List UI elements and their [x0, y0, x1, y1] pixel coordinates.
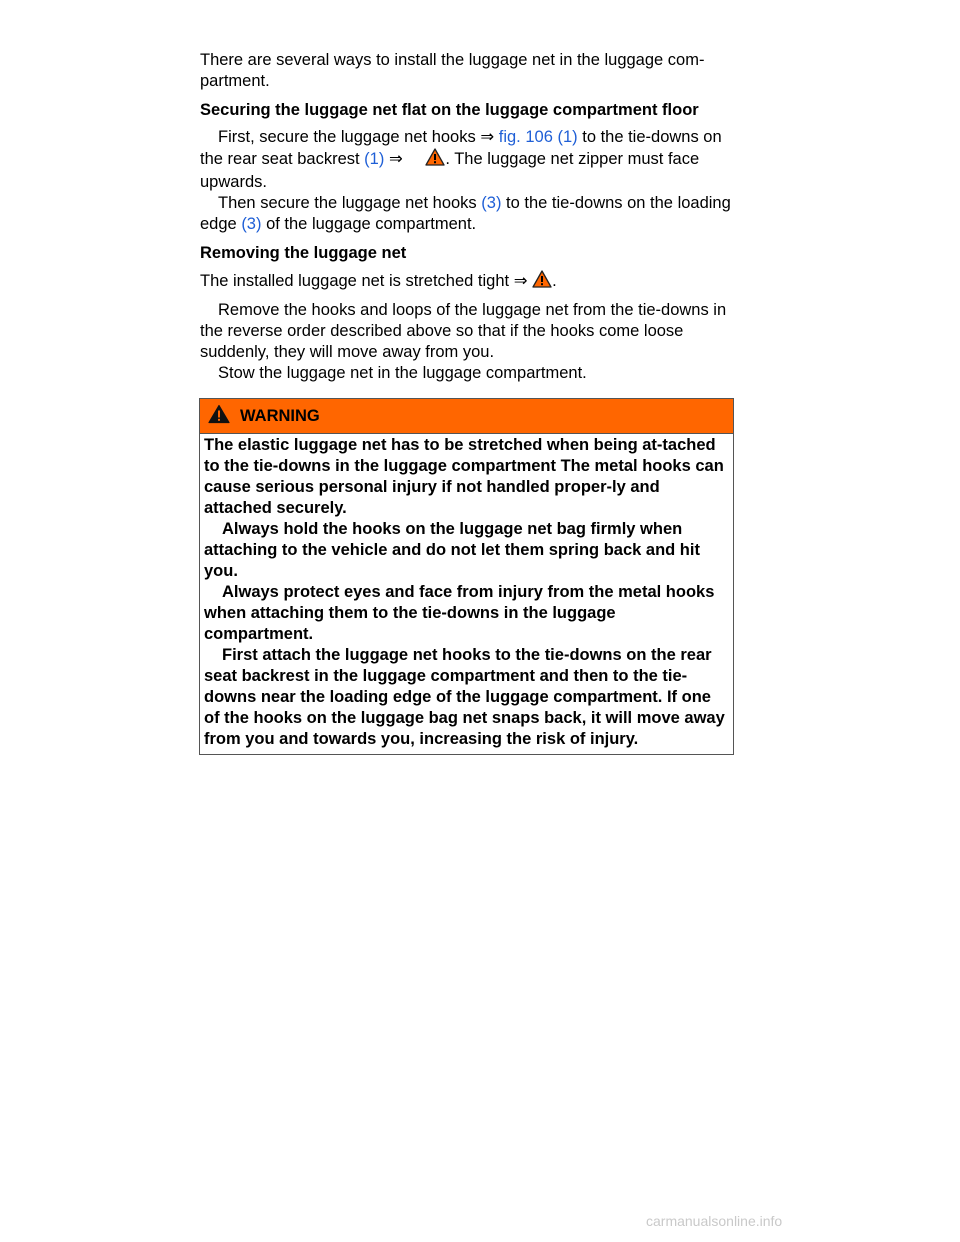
- arrow-symbol: ⇒: [388, 150, 403, 168]
- intro-paragraph: There are several ways to install the luggage net in the luggage com-partment.: [200, 51, 705, 90]
- section-heading-removing: Removing the luggage net: [200, 244, 407, 262]
- manual-content: [200, 50, 736, 384]
- removing-intro-text: The installed luggage net is stretched tight ⇒: [200, 272, 528, 290]
- step-text: to the tie-downs on the loading edge: [200, 194, 731, 233]
- watermark: carmanualsonline.info: [646, 1213, 783, 1229]
- warning-triangle-icon[interactable]: [532, 270, 552, 294]
- callout-link-3[interactable]: (3): [481, 194, 502, 212]
- step-secure-rear-hooks: [200, 127, 736, 193]
- warning-bullet: First attach the luggage net hooks to the tie-downs on the rear seat backrest in the luggage compartment and then to the tie-downs near the loading edge of the luggage compartment. If one of the hooks on the luggage bag net snaps back, it will move away from you and towards you, increasing the risk of injury.: [204, 646, 725, 748]
- section-heading-securing: Securing the luggage net flat on the luggage compartment floor: [200, 101, 699, 119]
- step-text: of the luggage compartment.: [266, 215, 477, 233]
- step-text: Then secure the luggage net hooks: [218, 194, 477, 212]
- warning-triangle-icon: [208, 404, 230, 429]
- warning-bullet: Always hold the hooks on the luggage net bag firmly when attaching to the vehicle and do not let them spring back and hit you.: [204, 520, 700, 580]
- figure-link[interactable]: fig. 106: [498, 128, 553, 146]
- removing-intro-end: .: [552, 272, 557, 290]
- step-secure-loading-edge: [200, 193, 736, 235]
- removing-intro: [200, 270, 736, 294]
- warning-paragraph: The elastic luggage net has to be stretched when being at-tached to the tie-downs in the luggage compartment The metal hooks can cause serious personal injury if not handled proper-ly and attached securely.: [204, 436, 724, 517]
- warning-box: [199, 398, 734, 755]
- step-text: First, secure the luggage net hooks ⇒: [218, 128, 495, 146]
- step-text: to the tie-downs on the rear seat backrest: [200, 128, 722, 168]
- callout-link-1b[interactable]: (1): [364, 150, 385, 168]
- callout-link-1[interactable]: (1): [557, 128, 578, 146]
- step-text: . The luggage net zipper must face upwards.: [200, 150, 700, 191]
- warning-title: WARNING: [240, 406, 320, 425]
- warning-bullet: Always protect eyes and face from injury from the metal hooks when attaching them to the tie-downs in the luggage compartment.: [204, 583, 715, 643]
- step-remove-hooks: Remove the hooks and loops of the luggage net from the tie-downs in the reverse order described above so that if the hooks come loose suddenly, they will move away from you.: [200, 301, 727, 361]
- warning-triangle-icon[interactable]: [407, 148, 445, 172]
- warning-header: [200, 399, 733, 434]
- callout-link-3b[interactable]: (3): [241, 215, 262, 233]
- warning-body: [200, 434, 733, 754]
- step-stow-net: Stow the luggage net in the luggage compartment.: [218, 364, 587, 382]
